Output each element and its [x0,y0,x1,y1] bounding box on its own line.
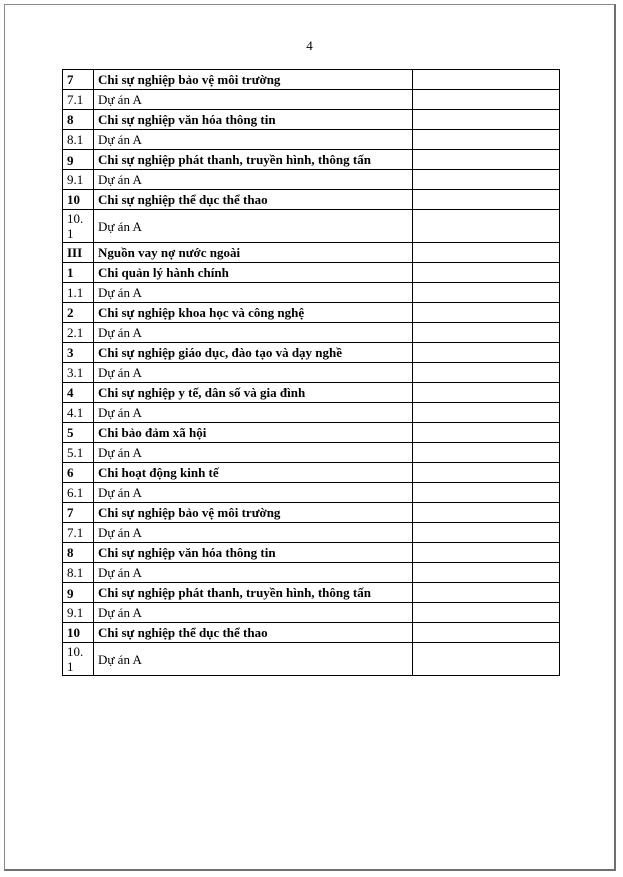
table-row [63,263,560,283]
row-label-cell: Dự án A [94,210,413,243]
table-row [63,523,560,543]
row-value-cell [413,523,560,543]
table-row [63,70,560,90]
row-label-cell: Dự án A [94,523,413,543]
row-number-cell: 7.1 [63,90,94,110]
row-number-cell: 3.1 [63,363,94,383]
row-number-cell: 8.1 [63,563,94,583]
row-label-cell: Chi sự nghiệp bảo vệ môi trường [94,70,413,90]
row-value-cell [413,343,560,363]
row-label-cell: Dự án A [94,443,413,463]
row-value-cell [413,130,560,150]
row-label-cell: Nguồn vay nợ nước ngoài [94,243,413,263]
row-number-cell: 4 [63,383,94,403]
row-label-cell: Chi sự nghiệp thể dục thể thao [94,190,413,210]
table-row [63,90,560,110]
row-label-cell: Chi sự nghiệp phát thanh, truyền hình, thông tấn [94,150,413,170]
row-number-cell: 9 [63,150,94,170]
table-row [63,170,560,190]
table-row [63,210,560,243]
table-row [63,463,560,483]
row-number-cell: 1.1 [63,283,94,303]
row-value-cell [413,543,560,563]
table-row [63,303,560,323]
row-number-cell: 10 [63,190,94,210]
row-number-cell: 5.1 [63,443,94,463]
row-number-cell: 8 [63,110,94,130]
row-number-cell: 4.1 [63,403,94,423]
table-row [63,623,560,643]
row-label-cell: Dự án A [94,283,413,303]
row-number-cell: 6 [63,463,94,483]
row-value-cell [413,90,560,110]
table-row [63,643,560,676]
row-number-cell: 5 [63,423,94,443]
row-label-cell: Dự án A [94,323,413,343]
table-row [63,403,560,423]
table-row [63,543,560,563]
row-label-cell: Dự án A [94,643,413,676]
table-row [63,343,560,363]
row-value-cell [413,503,560,523]
row-value-cell [413,483,560,503]
row-label-cell: Chi sự nghiệp văn hóa thông tin [94,110,413,130]
table-row [63,130,560,150]
row-value-cell [413,363,560,383]
row-value-cell [413,303,560,323]
row-label-cell: Dự án A [94,363,413,383]
document-page [4,4,616,871]
row-number-cell: 10.1 [63,643,94,676]
row-value-cell [413,423,560,443]
row-label-cell: Chi bảo đảm xã hội [94,423,413,443]
row-number-cell: 8 [63,543,94,563]
row-value-cell [413,403,560,423]
table-row [63,603,560,623]
row-number-cell: 8.1 [63,130,94,150]
row-number-cell: 9.1 [63,170,94,190]
row-value-cell [413,263,560,283]
row-label-cell: Chi sự nghiệp khoa học và công nghệ [94,303,413,323]
row-value-cell [413,563,560,583]
row-number-cell: 7 [63,503,94,523]
row-number-cell: 2 [63,303,94,323]
row-value-cell [413,210,560,243]
row-value-cell [413,170,560,190]
row-value-cell [413,443,560,463]
row-value-cell [413,603,560,623]
row-value-cell [413,583,560,603]
table-row [63,583,560,603]
budget-table [62,69,560,676]
row-number-cell: 6.1 [63,483,94,503]
row-number-cell: 3 [63,343,94,363]
row-value-cell [413,323,560,343]
row-value-cell [413,623,560,643]
table-row [63,443,560,463]
row-label-cell: Chi sự nghiệp giáo dục, đào tạo và dạy nghề [94,343,413,363]
row-value-cell [413,283,560,303]
row-label-cell: Dự án A [94,603,413,623]
row-label-cell: Chi sự nghiệp bảo vệ môi trường [94,503,413,523]
row-label-cell: Dự án A [94,563,413,583]
row-value-cell [413,70,560,90]
row-number-cell: 7 [63,70,94,90]
row-value-cell [413,243,560,263]
row-number-cell: III [63,243,94,263]
row-number-cell: 9.1 [63,603,94,623]
row-value-cell [413,463,560,483]
table-row [63,110,560,130]
table-row [63,150,560,170]
row-value-cell [413,150,560,170]
budget-table-body [63,70,560,676]
table-row [63,323,560,343]
row-value-cell [413,643,560,676]
row-label-cell: Dự án A [94,90,413,110]
row-number-cell: 7.1 [63,523,94,543]
page-number: 4 [306,38,313,53]
row-number-cell: 9 [63,583,94,603]
table-row [63,363,560,383]
row-number-cell: 2.1 [63,323,94,343]
table-row [63,503,560,523]
row-label-cell: Dự án A [94,130,413,150]
row-value-cell [413,190,560,210]
row-number-cell: 10 [63,623,94,643]
row-label-cell: Chi sự nghiệp văn hóa thông tin [94,543,413,563]
row-number-cell: 1 [63,263,94,283]
table-row [63,283,560,303]
row-label-cell: Dự án A [94,170,413,190]
row-label-cell: Chi hoạt động kinh tế [94,463,413,483]
row-label-cell: Dự án A [94,483,413,503]
row-label-cell: Chi quản lý hành chính [94,263,413,283]
row-value-cell [413,383,560,403]
table-row [63,423,560,443]
row-label-cell: Dự án A [94,403,413,423]
row-label-cell: Chi sự nghiệp phát thanh, truyền hình, thông tấn [94,583,413,603]
row-value-cell [413,110,560,130]
table-row [63,563,560,583]
row-label-cell: Chi sự nghiệp y tế, dân số và gia đình [94,383,413,403]
table-row [63,483,560,503]
table-row [63,190,560,210]
table-row [63,243,560,263]
table-row [63,383,560,403]
row-number-cell: 10.1 [63,210,94,243]
row-label-cell: Chi sự nghiệp thể dục thể thao [94,623,413,643]
